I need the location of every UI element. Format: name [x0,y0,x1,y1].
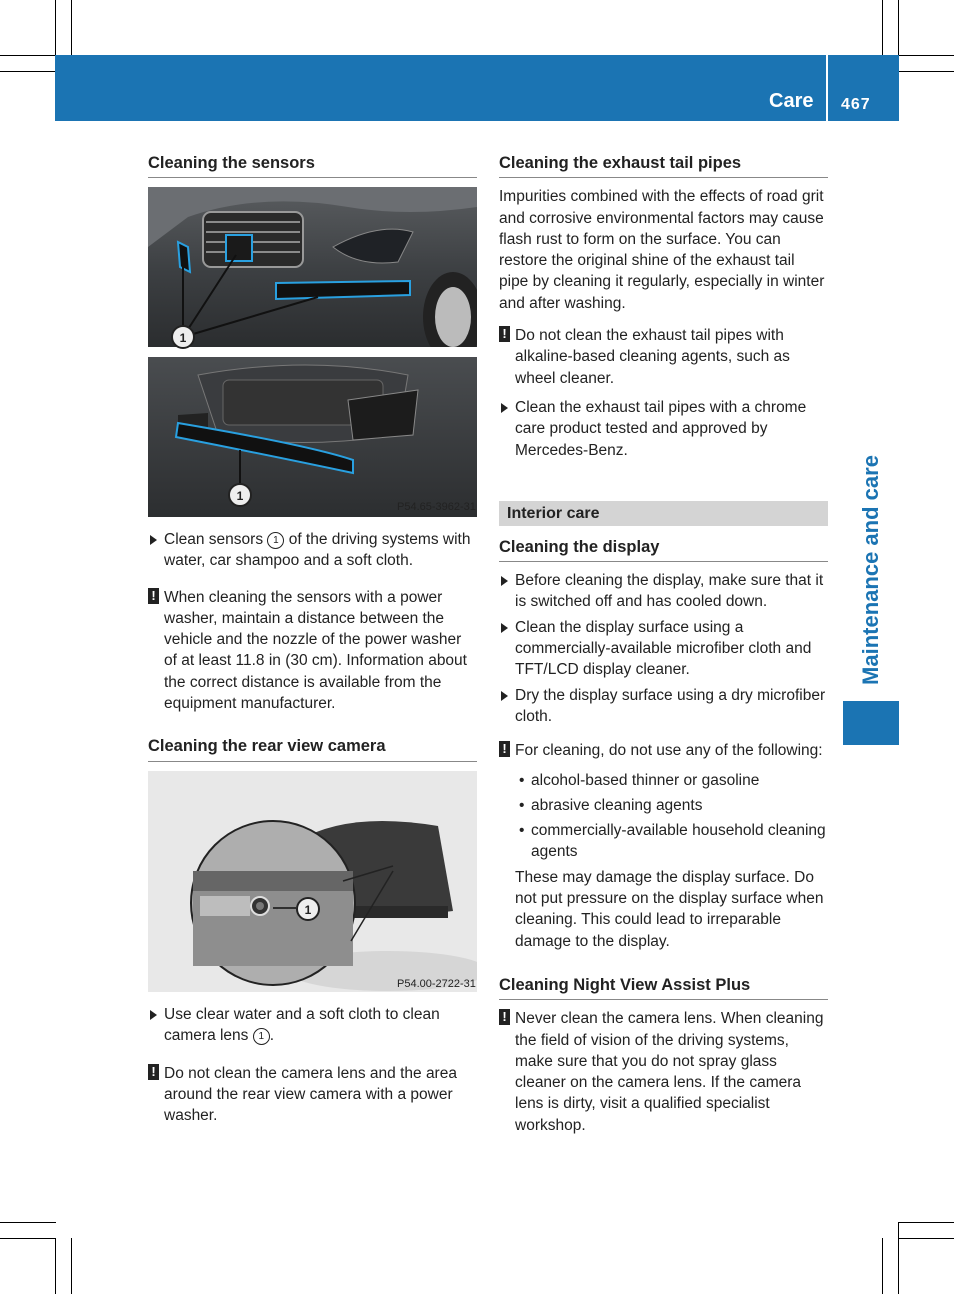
heading-cleaning-rear-camera: Cleaning the rear view camera [148,736,477,761]
warning-text: Do not clean the camera lens and the area around the rear view camera with a power washer. [164,1064,457,1125]
warning-text: For cleaning, do not use any of the following: [515,742,823,760]
heading-night-view: Cleaning Night View Assist Plus [499,975,828,1000]
display-step-3: Dry the display surface using a dry microfiber cloth. [499,685,828,728]
heading-exhaust: Cleaning the exhaust tail pipes [499,153,828,178]
crop-mark [898,55,954,56]
step-text: of the driving systems with water, car shampoo and a soft cloth. [164,531,471,570]
crop-mark [0,1238,56,1239]
crop-mark [0,1222,56,1223]
list-item: • abrasive cleaning agents [499,795,828,816]
header-divider [826,55,828,121]
crop-mark [55,1238,56,1294]
heading-cleaning-display: Cleaning the display [499,537,828,562]
crop-mark [898,1238,954,1239]
crop-mark [898,0,899,56]
right-column [499,153,828,1136]
page-number: 467 [841,96,871,113]
warning-text: Do not clean the exhaust tail pipes with alkaline-based cleaning agents, such as wheel cleaner. [515,327,790,387]
sensor-rear-photo [148,355,477,517]
sensor-front-photo [148,187,477,351]
camera-warning [148,1063,477,1127]
crop-mark [0,71,56,72]
exhaust-warning [499,325,828,389]
left-column-camera-body [148,1004,477,1126]
warning-icon: ! [499,326,510,342]
warning-text: When cleaning the sensors with a power washer, maintain a distance between the vehicle and the nozzle of the power washer of at least 11.8 in (30 cm). Information about the correct distance is available from the equipment manufacturer. [164,588,467,713]
list-item: • alcohol-based thinner or gasoline [499,770,828,791]
callout-ref: 1 [253,1028,270,1045]
step-text: . [269,1027,275,1045]
chapter-tab-label: Maintenance and care [858,455,883,685]
heading-cleaning-sensors: Cleaning the sensors [148,153,477,178]
exhaust-step: Clean the exhaust tail pipes with a chrome care product tested and approved by Mercedes-Benz. [499,397,828,461]
page-header [55,55,899,121]
step-text: Clean sensors [164,531,268,548]
sensor-warning [148,587,477,715]
section-bar-interior-care: Interior care [499,501,828,526]
warning-icon: ! [499,1009,510,1025]
left-column [148,153,477,186]
crop-mark [898,1222,954,1223]
callout-ref: 1 [267,532,284,549]
warning-icon: ! [148,588,159,604]
crop-mark [71,1238,72,1294]
figure-code: P54.00-2722-31 [397,978,476,990]
display-warning [499,740,828,761]
exhaust-intro: Impurities combined with the effects of road grit and corrosive environmental factors may cause flash rust to form on the surface. You can restore the original shine of the exhaust tail pipe by cleaning it regularly, especially in winter and after washing. [499,188,825,312]
display-step-2: Clean the display surface using a commercially-available microfiber cloth and TFT/LCD display cleaner. [499,617,828,681]
warning-icon: ! [148,1064,159,1080]
crop-mark [882,0,883,56]
crop-mark [71,0,72,56]
left-column-body [148,529,477,770]
camera-step [148,1004,477,1047]
warning-text: Never clean the camera lens. When cleaning the field of vision of the driving systems, make sure that you do not spray glass cleaner on the camera lens. If the camera lens is dirty, visit a qualified specialist workshop. [515,1010,824,1134]
crop-mark [882,1238,883,1294]
rear-camera-photo [148,771,477,992]
display-step-1: Before cleaning the display, make sure that it is switched off and has cooled down. [499,570,828,613]
list-item: • commercially-available household cleaning agents [499,820,828,863]
section-title: Care [769,90,814,112]
night-view-warning [499,1008,828,1136]
callout-1-front: 1 [171,325,195,349]
callout-1-camera: 1 [296,897,320,921]
warning-icon: ! [499,741,510,757]
crop-mark [898,71,954,72]
sensor-step [148,529,477,572]
step-text: Use clear water and a soft cloth to clean camera lens [164,1006,440,1045]
callout-1-rear: 1 [228,483,252,507]
crop-mark [55,0,56,56]
display-note: These may damage the display surface. Do not put pressure on the display surface when cleaning. This could lead to irreparable damage to the display. [515,868,824,950]
chapter-tab-marker [843,701,899,745]
crop-mark [898,1222,899,1294]
figure-code: P54.65-3962-31 [397,501,476,513]
crop-mark [0,55,56,56]
